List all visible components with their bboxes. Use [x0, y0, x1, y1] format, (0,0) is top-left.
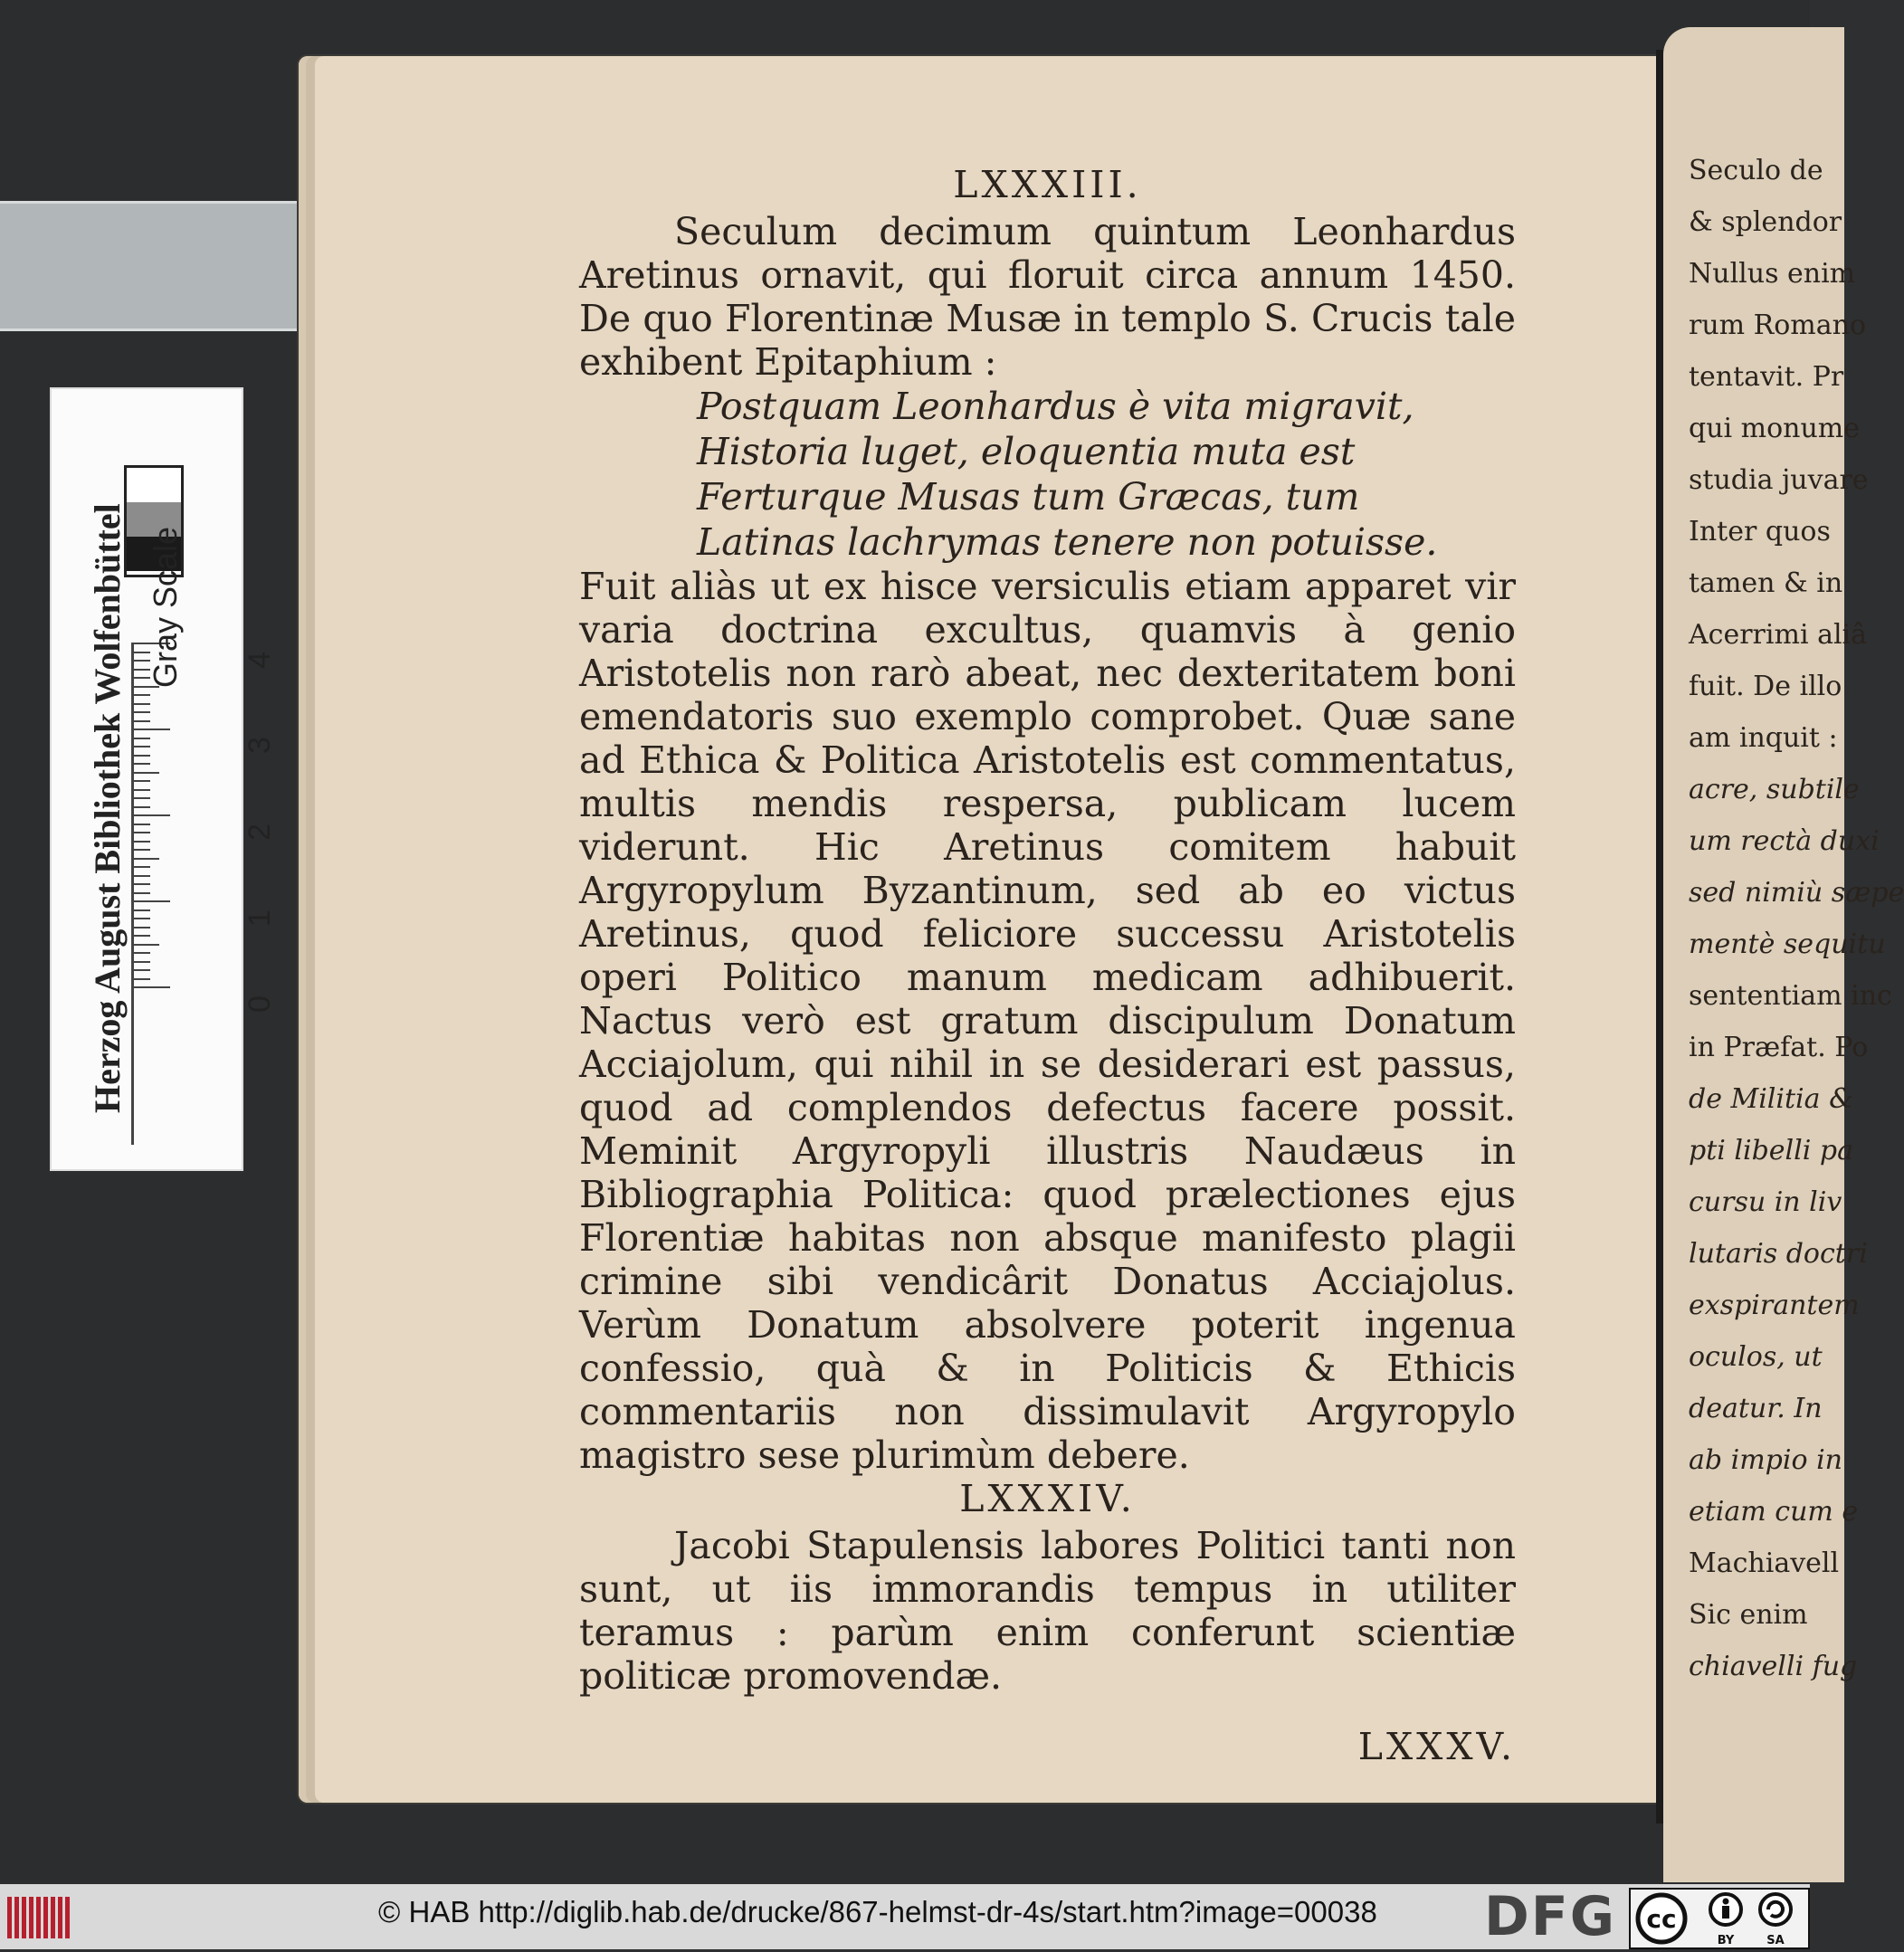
ruler-tick — [134, 746, 150, 747]
right-page-line: am inquit : — [1689, 722, 1838, 754]
ruler-tick — [134, 918, 150, 919]
color-scale-card — [50, 387, 277, 1171]
ruler-tick — [134, 703, 150, 705]
ruler-tick — [134, 806, 150, 808]
right-page-line: tamen & in — [1689, 567, 1843, 599]
right-page-line: Acerrimi aliâ — [1689, 619, 1868, 651]
ruler-tick — [134, 935, 150, 937]
ruler-tick — [134, 961, 150, 963]
ruler-tick — [134, 755, 150, 757]
right-page-line: cursu in liv — [1689, 1186, 1842, 1218]
right-page-line: chiavelli fug — [1689, 1651, 1858, 1682]
ruler-tick — [134, 858, 159, 860]
right-page-line: sed nimiù sæpe — [1689, 877, 1904, 909]
ruler-tick — [134, 927, 150, 928]
ruler-tick — [134, 711, 150, 713]
paragraph: Jacobi Stapulensis labores Politici tanti non sunt, ut iis immorandis tempus in utiliter teramus : parùm enim conferunt scientiæ politicæ promovendæ. — [579, 1524, 1516, 1698]
right-page-line: lutaris doctri — [1689, 1238, 1868, 1270]
right-page-line: rum Romano — [1689, 309, 1867, 341]
by-label: BY — [1717, 1934, 1735, 1947]
right-page-line: de Militia & — [1689, 1083, 1853, 1115]
right-page-line: Machiavell — [1689, 1547, 1840, 1579]
right-page-line: qui monume — [1689, 413, 1861, 444]
ruler — [131, 643, 277, 1145]
right-page-line: fuit. De illo — [1689, 671, 1842, 702]
footer-bar — [0, 1884, 1810, 1949]
dfg-logo: DFG — [1484, 1885, 1617, 1948]
ruler-tick — [134, 952, 150, 954]
ruler-tick — [134, 772, 159, 774]
right-page-line: sententiam inc — [1689, 980, 1892, 1012]
copyright-link[interactable]: © HAB http://diglib.hab.de/drucke/867-helmst-dr-4s/start.htm?image=00038 — [378, 1895, 1377, 1928]
ruler-tick — [134, 841, 150, 843]
ruler-tick — [134, 978, 150, 980]
right-page-line: Sic enim — [1689, 1599, 1808, 1631]
ruler-tick — [134, 694, 150, 696]
ruler-number: 2 — [242, 824, 277, 841]
verse-line: Postquam Leonhardus è vita migravit, — [697, 385, 1414, 428]
ruler-tick — [134, 875, 150, 877]
ruler-tick — [134, 883, 150, 885]
gray-scale-label: Gray Scale — [147, 526, 184, 688]
ruler-tick — [134, 763, 150, 765]
ruler-tick — [134, 892, 150, 894]
verse-line: Ferturque Musas tum Græcas, tum — [697, 475, 1360, 519]
right-page-line: & splendor — [1689, 206, 1842, 238]
right-page-line: oculos, ut — [1689, 1341, 1823, 1373]
paragraph: Fuit aliàs ut ex hisce versiculis etiam apparet vir varia doctrina excultus, quamvis à genio Aristotelis non rarò abeat, nec dexteritatem boni emendatoris suo exemplo comprobet. Quæ sane ad Ethica & Politica Aristotelis est commentatus, multis mendis respersa, publicam lucem viderunt. Hic Aretinus comitem habuit Argyropylum Byzantinum, sed ab eo victus Aretinus, quod feliciore successu Aristotelis operi Politico manum medicam adhibuerit. Nactus verò est gratum discipulum Donatum Acciajolum, qui nihil in se desiderari est passus, quod ad complendos defectus facere possit. Meminit Argyropyli illustris Naudæus in Bibliographia Politica: quod prælectiones ejus Florentiæ habitas non absque manifesto plagii crimine sibi vendicârit Donatus Acciajolus. Verùm Donatum absolvere poterit ingenua confessio, quà & in Politicis & Ethicis commentariis non dissimulavit Argyropylo magistro sese plurimùm debere. — [579, 565, 1516, 1477]
catchword: LXXXV. — [1357, 1725, 1516, 1768]
page-text — [579, 163, 1516, 1768]
ruler-tick — [134, 720, 150, 722]
ruler-tick — [134, 944, 159, 946]
ruler-tick — [134, 832, 150, 833]
right-page-line: etiam cum e — [1689, 1496, 1859, 1528]
hab-logo-icon — [7, 1897, 80, 1938]
right-page-line: Inter quos — [1689, 516, 1831, 548]
ruler-number: 3 — [242, 737, 277, 754]
paragraph: Seculum decimum quintum Leonhardus Aretinus ornavit, qui floruit circa annum 1450. De quo Florentinæ Musæ in templo S. Crucis tale exhibent Epitaphium : — [579, 210, 1516, 384]
right-page-line: Seculo de — [1689, 155, 1823, 186]
right-page-line: deatur. In — [1689, 1393, 1823, 1424]
ruler-number: 4 — [242, 652, 277, 669]
verse-line: Latinas lachrymas tenere non potuisse. — [697, 520, 1438, 564]
svg-text:cc: cc — [1646, 1904, 1677, 1934]
ruler-tick — [134, 909, 150, 911]
ruler-tick — [134, 900, 170, 902]
ruler-number: 0 — [242, 995, 277, 1013]
right-page-text — [1689, 145, 1904, 1692]
verse-line: Historia luget, eloquentia muta est — [697, 430, 1356, 473]
ruler-tick — [134, 986, 170, 988]
ruler-tick — [134, 849, 150, 851]
ruler-tick — [134, 728, 170, 730]
cc-by-sa-icon — [1631, 1890, 1808, 1947]
ruler-number: 1 — [242, 909, 277, 927]
right-page-line: mentè sequitu — [1689, 928, 1886, 960]
library-name: Herzog August Bibliothek Wolfenbüttel — [87, 503, 128, 1113]
ruler-tick — [134, 738, 150, 739]
ruler-tick — [134, 824, 150, 825]
ruler-tick — [134, 789, 150, 791]
right-page-line: exspirantem — [1689, 1290, 1860, 1321]
license-badge[interactable] — [1629, 1888, 1810, 1949]
ruler-tick — [134, 969, 150, 971]
right-page-line: Nullus enim — [1689, 258, 1856, 290]
right-page-line: pti libelli pa — [1689, 1135, 1853, 1166]
sa-label: SA — [1766, 1934, 1785, 1947]
right-page-line: ab impio in — [1689, 1444, 1842, 1476]
right-page-line: in Præfat. Po — [1689, 1032, 1869, 1063]
right-page-line: studia juvare — [1689, 464, 1869, 496]
ruler-tick — [134, 780, 150, 782]
ruler-tick — [134, 797, 150, 799]
right-page-line: um rectà duxi — [1689, 825, 1880, 857]
section-heading: LXXXIV. — [959, 1477, 1136, 1520]
ruler-tick — [134, 866, 150, 868]
ruler-tick — [134, 814, 170, 816]
section-heading: LXXXIII. — [953, 163, 1142, 206]
right-page-line: acre, subtile — [1689, 774, 1860, 805]
right-page-line: tentavit. Pr — [1689, 361, 1844, 393]
epitaph-verse — [579, 384, 1516, 565]
